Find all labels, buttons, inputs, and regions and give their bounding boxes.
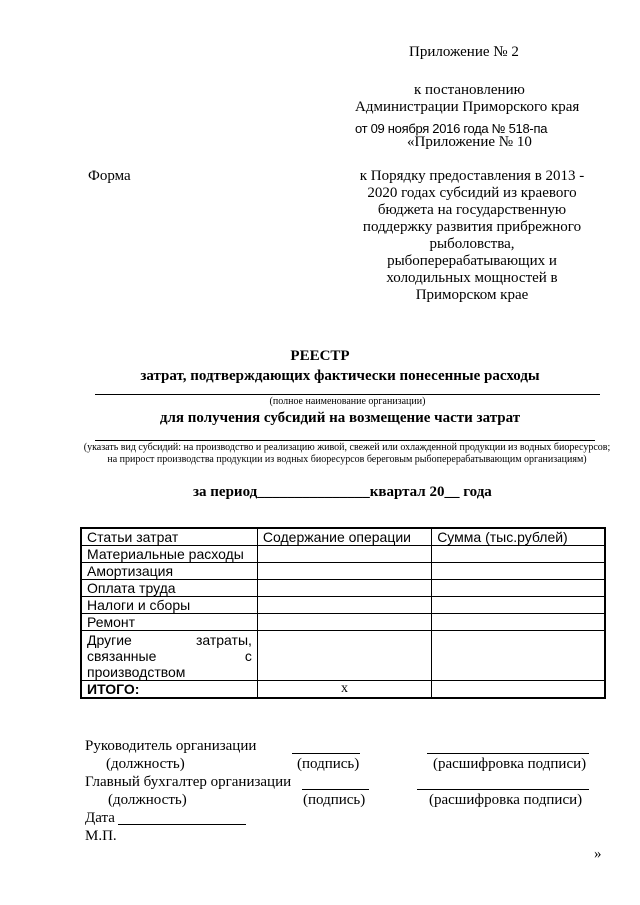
form-label: Форма: [88, 168, 131, 184]
row-label: Ремонт: [81, 614, 257, 631]
accountant-signature-line[interactable]: [302, 789, 369, 790]
head-decoding-line[interactable]: [427, 753, 589, 754]
row-operation[interactable]: [257, 563, 431, 580]
total-amount[interactable]: [432, 681, 605, 699]
head-signature-hint: (подпись): [297, 756, 360, 772]
resolution-stamp: от 09 ноября 2016 года № 518-па: [355, 121, 548, 136]
row-amount[interactable]: [432, 597, 605, 614]
header-operation-content: Содержание операции: [257, 528, 431, 546]
to-resolution: к постановлению: [414, 82, 525, 98]
row-label: Материальные расходы: [81, 546, 257, 563]
head-decoding-hint: (расшифровка подписи): [433, 756, 587, 772]
appendix-10: «Приложение № 10: [407, 134, 532, 150]
row-label: Налоги и сборы: [81, 597, 257, 614]
row-label-other: Другие затраты, связанные с производством: [81, 631, 257, 681]
head-label: Руководитель организации: [85, 738, 257, 754]
seal-label: М.П.: [85, 828, 117, 844]
org-name-line: [95, 394, 600, 395]
registry-purpose: для получения субсидий на возмещение части затрат: [159, 410, 521, 426]
administration-name: Администрации Приморского края: [355, 99, 580, 115]
appendix-number: Приложение № 2: [409, 44, 519, 60]
registry-subtitle: затрат, подтверждающих фактически понесенные расходы: [140, 368, 540, 384]
reporting-period: за период_______________квартал 20__ года: [193, 484, 492, 500]
header-expense-items: Статьи затрат: [81, 528, 257, 546]
table-total-row: [81, 681, 605, 699]
accountant-decoding-line[interactable]: [417, 789, 589, 790]
row-operation[interactable]: [257, 614, 431, 631]
row-label: Оплата труда: [81, 580, 257, 597]
registry-title: РЕЕСТР: [290, 348, 350, 364]
table-row: [81, 597, 605, 614]
row-label: Амортизация: [81, 563, 257, 580]
table-row-other: [81, 631, 605, 681]
row-operation[interactable]: [257, 631, 431, 681]
table-row: [81, 563, 605, 580]
row-amount[interactable]: [432, 580, 605, 597]
head-signature-line[interactable]: [292, 753, 360, 754]
row-amount[interactable]: [432, 563, 605, 580]
table-row: [81, 614, 605, 631]
row-operation[interactable]: [257, 597, 431, 614]
accountant-decoding-hint: (расшифровка подписи): [429, 792, 583, 808]
header-amount: Сумма (тыс.рублей): [432, 528, 605, 546]
date-line[interactable]: [118, 824, 246, 825]
closing-quote: »: [594, 846, 602, 862]
order-text: к Порядку предоставления в 2013 - 2020 годах субсидий из краевого бюджета на государственную поддержку развития прибрежного рыболовства, рыбоперерабатывающих и холодильных мощностей в Приморском крае: [359, 168, 585, 303]
accountant-signature-hint: (подпись): [303, 792, 366, 808]
row-operation[interactable]: [257, 580, 431, 597]
total-mark: х: [257, 681, 431, 699]
accountant-position-hint: (должность): [108, 792, 187, 808]
table-header-row: [81, 528, 605, 546]
head-position-hint: (должность): [106, 756, 185, 772]
subsidy-type-line: [95, 440, 595, 441]
org-name-hint: (полное наименование организации): [269, 396, 426, 407]
accountant-label: Главный бухгалтер организации: [85, 774, 292, 790]
row-operation[interactable]: [257, 546, 431, 563]
subsidy-type-hint: (указать вид субсидий: на производство и реализацию живой, свежей или охлажденной продукции из водных биоресурсов; на прирост производства продукции из водных биоресурсов береговым рыбоперерабатывающим организациям): [83, 442, 611, 465]
row-amount[interactable]: [432, 631, 605, 681]
expenses-table: [80, 527, 606, 699]
table-row: [81, 546, 605, 563]
table-row: [81, 580, 605, 597]
row-amount[interactable]: [432, 546, 605, 563]
total-label: ИТОГО:: [81, 681, 257, 699]
date-label: Дата: [85, 810, 115, 826]
row-amount[interactable]: [432, 614, 605, 631]
